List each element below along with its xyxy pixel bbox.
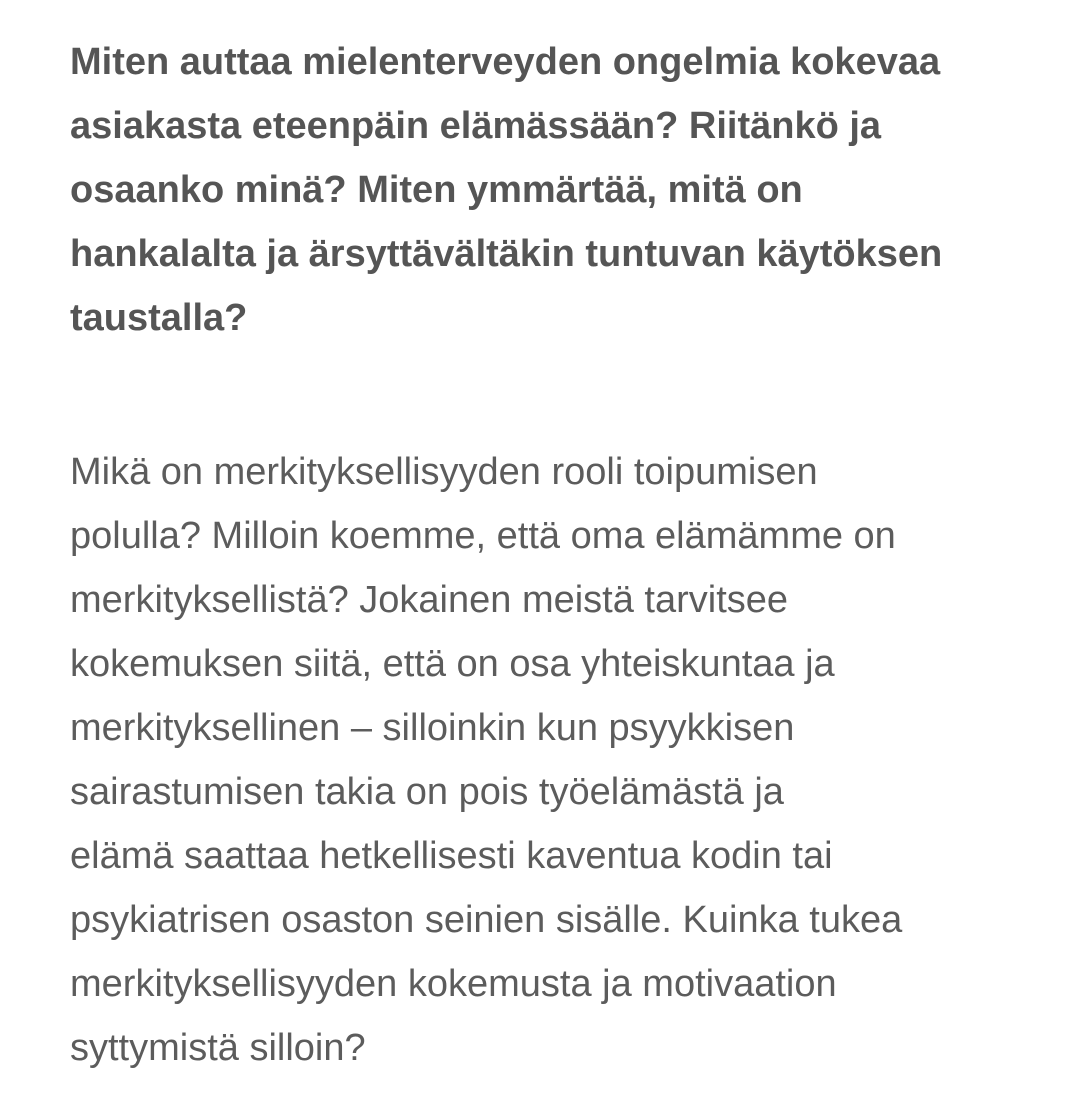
lead-paragraph bbox=[70, 30, 1030, 350]
lead-line: hankalalta ja ärsyttävältäkin tuntuvan käytöksen bbox=[70, 233, 943, 275]
article-content bbox=[70, 30, 1030, 1080]
body-line: merkityksellistä? Jokainen meistä tarvitsee bbox=[70, 579, 789, 621]
lead-line: asiakasta eteenpäin elämässään? Riitänkö ja bbox=[70, 105, 882, 147]
body-line: kokemuksen siitä, että on osa yhteiskuntaa ja bbox=[70, 643, 835, 685]
lead-line: taustalla? bbox=[70, 297, 248, 339]
body-line: sairastumisen takia on pois työelämästä ja bbox=[70, 771, 784, 813]
body-line: merkityksellinen – silloinkin kun psyykkisen bbox=[70, 707, 795, 749]
body-line: elämä saattaa hetkellisesti kaventua kodin tai bbox=[70, 835, 833, 877]
body-line: psykiatrisen osaston seinien sisälle. Kuinka tukea bbox=[70, 899, 903, 941]
body-line: Mikä on merkityksellisyyden rooli toipumisen bbox=[70, 451, 818, 493]
lead-line: osaanko minä? Miten ymmärtää, mitä on bbox=[70, 169, 803, 211]
body-line: polulla? Milloin koemme, että oma elämämme on bbox=[70, 515, 896, 557]
body-line: merkityksellisyyden kokemusta ja motivaation bbox=[70, 963, 837, 1005]
body-line: syttymistä silloin? bbox=[70, 1027, 366, 1069]
body-paragraph bbox=[70, 440, 1030, 1080]
lead-line: Miten auttaa mielenterveyden ongelmia kokevaa bbox=[70, 41, 941, 83]
